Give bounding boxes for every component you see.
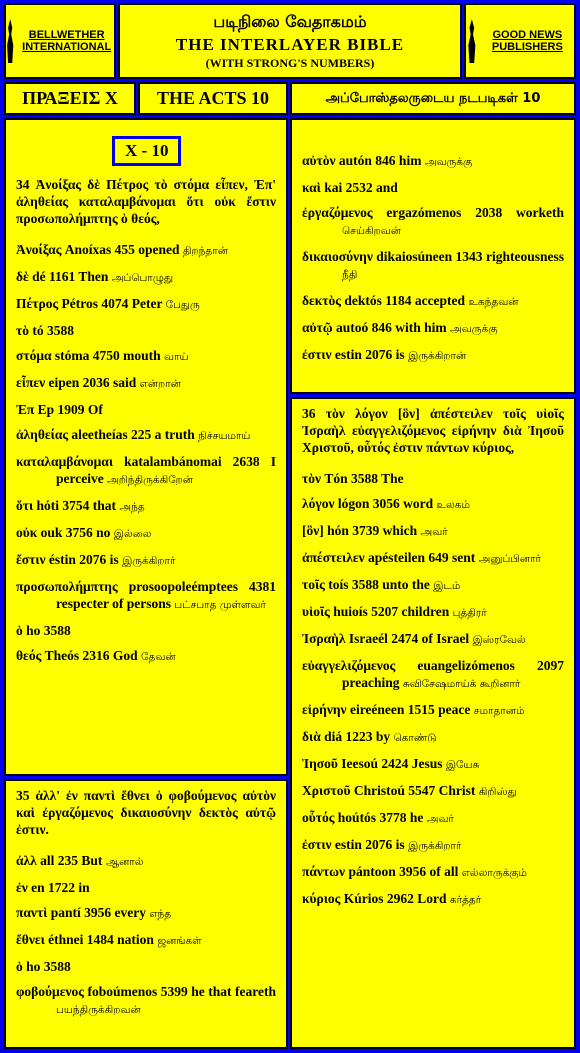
tamil-gloss: பயந்திருக்கிறவன் <box>56 1004 141 1016</box>
tamil-gloss: அனுப்பினார் <box>478 553 542 565</box>
word-entry: ἀληθείας aleetheías 225 a truth நிச்சயமாய் <box>16 427 251 442</box>
word-entry: εὐαγγελιζόμενος euangelizómenos 2097 preaching சுவிசேஷமாய்க் கூறினார் <box>302 658 564 690</box>
tamil-gloss: அவருக்கு <box>450 323 498 335</box>
word-entry: οὐκ ouk 3756 no இல்லை <box>16 525 152 540</box>
tamil-gloss: செய்கிறவன் <box>342 225 401 237</box>
word-entry: ἐστιν estin 2076 is இருக்கிறார் <box>302 837 462 852</box>
tamil-gloss: கொண்டு <box>393 732 437 744</box>
tamil-gloss: இருக்கிறார் <box>408 840 462 852</box>
chapter-label: X - 10 <box>112 136 181 166</box>
bellwether-logo-icon <box>5 19 15 63</box>
word-entry: αὐτὸν autón 846 him அவருக்கு <box>302 153 473 168</box>
verse-36-text: 36 τὸν λόγον [ὃν] ἀπέστειλεν τοῖς υἱοῖς Ἰσραὴλ εὐαγγελιζόμενος εἰρήνην διὰ Ἰησοῦ Χριστοῦ, οὗτός ἐστιν πάντων κύριος, <box>302 406 564 455</box>
verse-34-panel <box>4 118 288 776</box>
tamil-gloss: அவர் <box>420 526 448 538</box>
good-news-logo-icon <box>466 19 478 63</box>
tamil-gloss: இடம் <box>433 580 461 592</box>
word-entry: ὁ ho 3588 <box>16 959 71 974</box>
word-entry: δεκτὸς dektós 1184 accepted உகந்தவன் <box>302 293 519 308</box>
tamil-gloss: எல்லாருக்கும் <box>461 867 528 879</box>
section-english: THE ACTS 10 <box>138 82 288 115</box>
word-entry: φοβούμενος foboúmenos 5399 he that feareth பயந்திருக்கிறவன் <box>16 984 276 1016</box>
word-entry: δὲ dé 1161 Then அப்பொழுது <box>16 269 174 284</box>
tamil-gloss: ஆனால் <box>105 856 144 868</box>
tamil-gloss: பேதுரு <box>165 299 200 311</box>
verse-34-entries <box>16 241 276 666</box>
tamil-gloss: என்றான் <box>139 378 181 390</box>
tamil-gloss: கிறிஸ்து <box>478 786 517 798</box>
verse-36-panel <box>290 397 576 1049</box>
word-entry: θεός Theós 2316 God தேவன் <box>16 648 176 663</box>
word-entry: λόγον lógon 3056 word உலகம் <box>302 496 470 511</box>
word-entry: τοῖς toís 3588 unto the இடம் <box>302 577 461 592</box>
word-entry: εἰρήνην eireéneen 1515 peace சமாதானம் <box>302 702 525 717</box>
word-entry: [ὃν] hón 3739 which அவர் <box>302 523 448 538</box>
title-tamil: படிநிலை வேதாகமம் <box>213 11 367 31</box>
tamil-gloss: புத்திரர் <box>452 607 487 619</box>
tamil-gloss: தேவன் <box>141 651 176 663</box>
word-entry: πάντων pántoon 3956 of all எல்லாருக்கும் <box>302 864 528 879</box>
verse-36-entries <box>302 470 564 909</box>
section-greek: ΠΡΑΞΕΙΣ X <box>4 82 136 115</box>
word-entry: Ἰσραὴλ Israeél 2474 of Israel இஸ்ரவேல் <box>302 631 526 646</box>
word-entry: ἐστιν estin 2076 is இருக்கிறான் <box>302 347 467 362</box>
word-entry: κύριος Kúrios 2962 Lord கர்த்தர் <box>302 891 482 906</box>
tamil-gloss: கர்த்தர் <box>449 894 482 906</box>
word-entry: τὸν Tón 3588 The <box>302 471 404 486</box>
word-entry: προσωπολήμπτης prosoopoleémptees 4381 respecter of persons பட்சபாத முள்ளவர் <box>16 579 276 611</box>
word-entry: Πέτρος Pétros 4074 Peter பேதுரு <box>16 296 200 311</box>
tamil-gloss: சுவிசேஷமாய்க் கூறினார் <box>402 678 521 690</box>
tamil-gloss: பட்சபாத முள்ளவர் <box>174 599 266 611</box>
word-entry: ἀλλ all 235 But ஆனால் <box>16 853 144 868</box>
title-sub: (WITH STRONG'S NUMBERS) <box>205 55 375 70</box>
bellwether-logo: BELLWETHER INTERNATIONAL <box>4 3 116 79</box>
word-entry: ἀπέστειλεν apésteilen 649 sent அனுப்பினார் <box>302 550 542 565</box>
word-entry: υἱοῖς huioís 5207 children புத்திரர் <box>302 604 487 619</box>
word-entry: ὁ ho 3588 <box>16 623 71 638</box>
section-tamil: அப்போஸ்தலருடைய நடபடிகள் 10 <box>290 82 576 115</box>
tamil-gloss: ஜனங்கள் <box>157 935 202 947</box>
verse-35-text: 35 ἀλλ' ἐν παντὶ ἔθνει ὁ φοβούμενος αὐτὸν καὶ ἐργαζόμενος δικαιοσύνην δεκτὸς αὐτῷ ἐστιν. <box>16 788 276 837</box>
word-entry: αὐτῷ autoó 846 with him அவருக்கு <box>302 320 498 335</box>
word-entry: οὗτός hoútós 3778 he அவர் <box>302 810 454 825</box>
tamil-gloss: நிச்சயமாய் <box>198 430 251 442</box>
tamil-gloss: அறிந்திருக்கிறேன் <box>107 474 193 486</box>
title-main: THE INTERLAYER BIBLE <box>175 34 405 54</box>
word-entry: στόμα stóma 4750 mouth வாய் <box>16 348 189 363</box>
verse-35-panel <box>4 779 288 1049</box>
word-entry: ὅτι hóti 3754 that அந்த <box>16 498 145 513</box>
tamil-gloss: அவருக்கு <box>424 156 473 168</box>
tamil-gloss: நீதி <box>342 269 358 281</box>
tamil-gloss: இயேசு <box>445 759 480 771</box>
tamil-gloss: இருக்கிறான் <box>408 350 467 362</box>
word-entry: ἔθνει éthnei 1484 nation ஜனங்கள் <box>16 932 202 947</box>
verse-35-entries <box>16 852 276 1019</box>
word-entry: ἔστιν éstin 2076 is இருக்கிறார் <box>16 552 176 567</box>
tamil-gloss: அந்த <box>119 501 145 513</box>
tamil-gloss: எந்த <box>149 908 172 920</box>
word-entry: καταλαμβάνομαι katalambánomai 2638 I perceive அறிந்திருக்கிறேன் <box>16 454 276 486</box>
tamil-gloss: திறந்தான் <box>182 245 228 257</box>
tamil-gloss: உகந்தவன் <box>468 296 519 308</box>
word-entry: παντὶ pantí 3956 every எந்த <box>16 905 172 920</box>
tamil-gloss: உலகம் <box>436 499 470 511</box>
word-entry: Ἐπ Ep 1909 Of <box>16 402 103 417</box>
word-entry: Ἰησοῦ Ieesoú 2424 Jesus இயேசு <box>302 756 480 771</box>
word-entry: διὰ diá 1223 by கொண்டு <box>302 729 437 744</box>
tamil-gloss: அப்பொழுது <box>111 272 174 284</box>
tamil-gloss: இஸ்ரவேல் <box>472 634 526 646</box>
good-news-logo: GOOD NEWS PUBLISHERS <box>464 3 576 79</box>
tamil-gloss: வாய் <box>164 351 189 363</box>
word-entry: ἐργαζόμενος ergazómenos 2038 worketh செய்கிறவன் <box>302 205 564 237</box>
verse-35-continued-entries <box>302 152 564 365</box>
word-entry: τὸ tó 3588 <box>16 323 74 338</box>
tamil-gloss: இருக்கிறார் <box>122 555 176 567</box>
word-entry: Ἀνοίξας Anoíxas 455 opened திறந்தான் <box>16 242 228 257</box>
word-entry: δικαιοσύνην dikaiosúneen 1343 righteousness நீதி <box>302 249 564 281</box>
tamil-gloss: அவர் <box>426 813 454 825</box>
tamil-gloss: இல்லை <box>113 528 152 540</box>
word-entry: καὶ kai 2532 and <box>302 180 398 195</box>
verse-34-text: 34 Ἀνοίξας δὲ Πέτρος τὸ στόμα εἶπεν, Ἐπ' ἀληθείας καταλαμβάνομαι ὅτι οὐκ ἔστιν προσωπολήμπτης ὁ θεός, <box>16 177 276 226</box>
word-entry: ἐν en 1722 in <box>16 880 90 895</box>
title-block <box>118 3 462 79</box>
word-entry: εἶπεν eipen 2036 said என்றான் <box>16 375 181 390</box>
word-entry: Χριστοῦ Christoú 5547 Christ கிறிஸ்து <box>302 783 517 798</box>
verse-35-continued-panel <box>290 118 576 394</box>
tamil-gloss: சமாதானம் <box>473 705 525 717</box>
